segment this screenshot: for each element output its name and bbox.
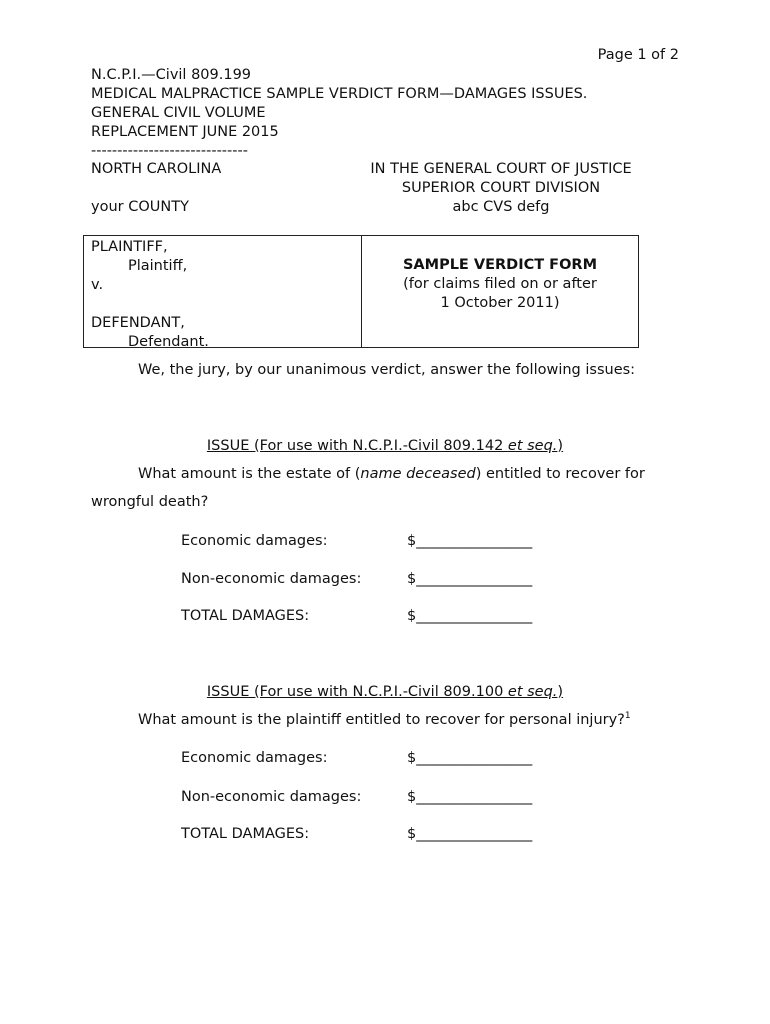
issue-1-non-economic-blank[interactable]: $________________ xyxy=(407,571,533,587)
footnote-marker[interactable]: 1 xyxy=(624,711,631,722)
issue-2-economic-label: Economic damages: xyxy=(181,750,328,766)
issue-1-question xyxy=(138,465,645,484)
state-name: NORTH CAROLINA xyxy=(91,161,222,177)
form-title: SAMPLE VERDICT FORM xyxy=(402,257,598,273)
form-subtitle-line1: (for claims filed on or after xyxy=(403,276,597,292)
plaintiff-name: PLAINTIFF, xyxy=(91,239,168,255)
issue-1-economic-blank[interactable]: $________________ xyxy=(407,533,533,549)
issue-1-heading xyxy=(0,437,770,456)
issue-1-heading-italic: et seq. xyxy=(507,438,558,454)
case-number: abc CVS defg xyxy=(452,199,550,215)
issue-1-question-italic: name deceased xyxy=(360,466,476,482)
issue-2-heading xyxy=(0,683,770,702)
issue-1-non-economic-label: Non-economic damages: xyxy=(181,571,362,587)
issue-2-non-economic-label: Non-economic damages: xyxy=(181,789,362,805)
volume-label: GENERAL CIVIL VOLUME xyxy=(91,105,266,121)
issue-1-heading-post: ) xyxy=(557,438,564,454)
issue-1-heading-text xyxy=(207,438,563,454)
county-name: your COUNTY xyxy=(91,199,189,215)
issue-1-heading-pre: ISSUE (For use with N.C.P.I.-Civil 809.142 xyxy=(206,438,508,454)
issue-2-heading-italic: et seq. xyxy=(507,684,558,700)
issue-2-question-text: What amount is the plaintiff entitled to recover for personal injury? xyxy=(138,712,625,728)
defendant-name: DEFENDANT, xyxy=(91,315,185,331)
issue-1-total-label: TOTAL DAMAGES: xyxy=(181,608,310,624)
form-title-cell xyxy=(362,236,638,347)
form-subtitle-line2: 1 October 2011) xyxy=(440,295,560,311)
versus-label: v. xyxy=(91,277,104,293)
issue-2-total-blank[interactable]: $________________ xyxy=(407,826,533,842)
jury-intro: We, the jury, by our unanimous verdict, answer the following issues: xyxy=(138,362,636,378)
document-header xyxy=(91,66,587,161)
issue-2-total-label: TOTAL DAMAGES: xyxy=(181,826,310,842)
parties-cell xyxy=(84,236,362,350)
issue-2-heading-pre: ISSUE (For use with N.C.P.I.-Civil 809.100 xyxy=(206,684,508,700)
replacement-date: REPLACEMENT JUNE 2015 xyxy=(91,124,279,140)
caption-spacer xyxy=(91,295,361,314)
issue-1-question-post: ) entitled to recover for xyxy=(475,466,645,482)
issue-2-non-economic-blank[interactable]: $________________ xyxy=(407,789,533,805)
plaintiff-role: Plaintiff, xyxy=(128,258,188,274)
issue-1-question-continued: wrongful death? xyxy=(91,494,209,510)
issue-2-heading-text xyxy=(207,684,563,700)
court-name xyxy=(362,160,640,198)
issue-1-total-blank[interactable]: $________________ xyxy=(407,608,533,624)
court-name-line1: IN THE GENERAL COURT OF JUSTICE xyxy=(370,161,632,177)
issue-1-economic-label: Economic damages: xyxy=(181,533,328,549)
page-number: Page 1 of 2 xyxy=(597,47,679,63)
case-caption-box xyxy=(83,235,639,348)
issue-2-question xyxy=(138,711,631,730)
header-rule: ------------------------------ xyxy=(91,143,248,159)
issue-1-question-pre: What amount is the estate of ( xyxy=(138,466,361,482)
document-title: MEDICAL MALPRACTICE SAMPLE VERDICT FORM—DAMAGES ISSUES. xyxy=(91,86,588,102)
court-name-line2: SUPERIOR COURT DIVISION xyxy=(401,180,601,196)
instruction-number: N.C.P.I.—Civil 809.199 xyxy=(91,67,252,83)
issue-2-heading-post: ) xyxy=(557,684,564,700)
defendant-role: Defendant. xyxy=(128,334,209,350)
issue-2-economic-blank[interactable]: $________________ xyxy=(407,750,533,766)
